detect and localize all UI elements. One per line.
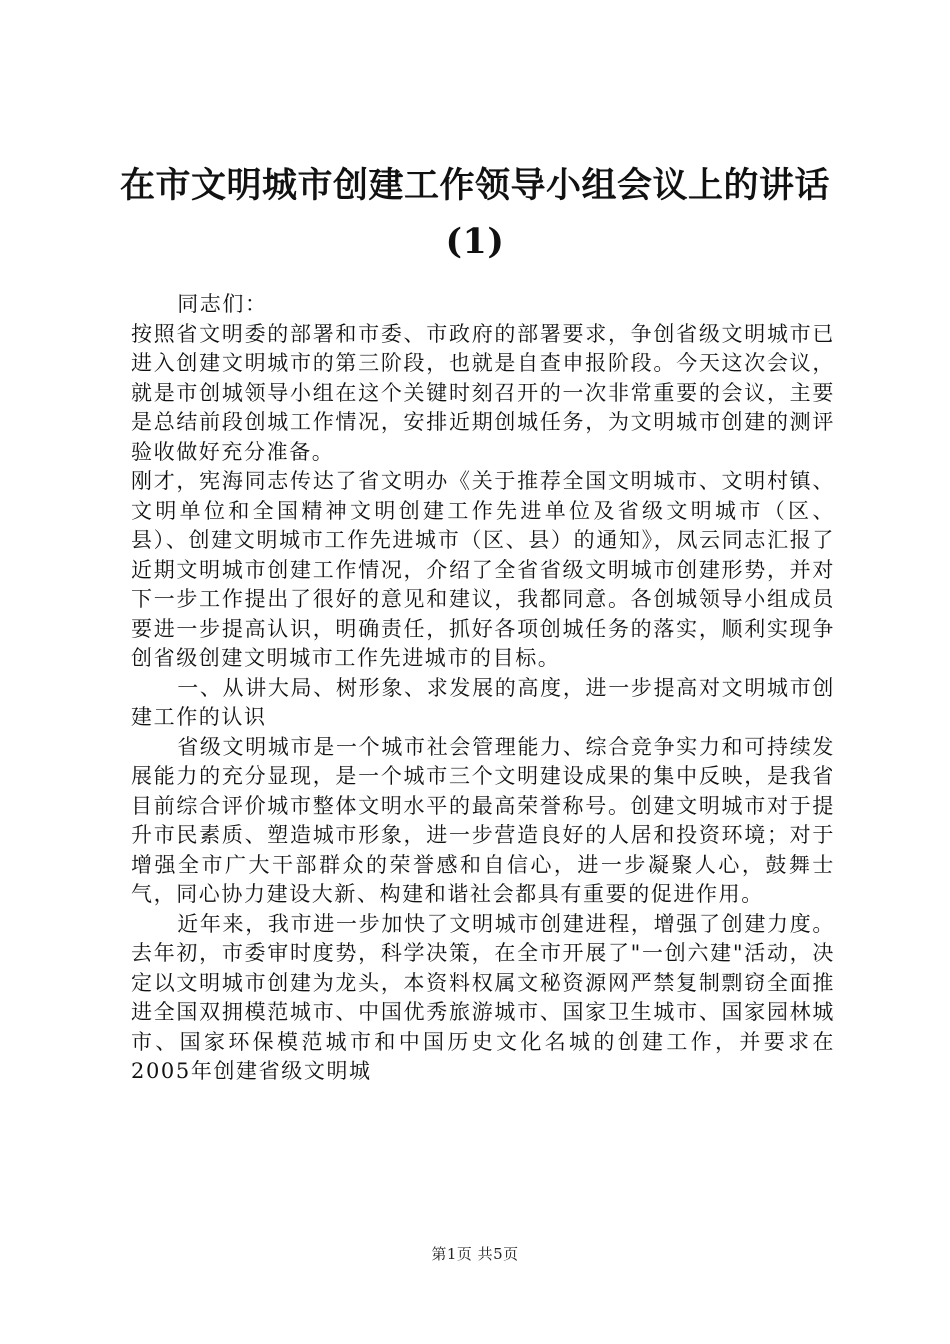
salutation: 同志们： xyxy=(177,292,268,316)
page-footer: 第1页 共5页 xyxy=(431,1245,519,1263)
paragraph-1: 按照省文明委的部署和市委、市政府的部署要求，争创省级文明城市已进入创建文明城市的第三阶段，也就是自查申报阶段。今天这次会议，就是市创城领导小组在这个关键时刻召开的一次非常重要的会议，主要是总结前段创城工作情况，安排近期创城任务，为文明城市创建的测评验收做好充分准备。 xyxy=(131,321,835,464)
paragraph-2: 刚才，宪海同志传达了省文明办《关于推荐全国文明城市、文明村镇、文明单位和全国精神文明创建工作先进单位及省级文明城市（区、县）、创建文明城市工作先进城市（区、县）的通知》，凤云同志汇报了近期文明城市创建工作情况，介绍了全省省级文明城市创建形势，并对下一步工作提出了很好的意见和建议，我都同意。各创城领导小组成员要进一步提高认识，明确责任，抓好各项创城任务的落实，顺利实现争创省级创建文明城市工作先进城市的目标。 xyxy=(131,469,835,670)
section-heading-1: 一、从讲大局、树形象、求发展的高度，进一步提高对文明城市创建工作的认识 xyxy=(131,675,835,729)
document-title xyxy=(100,158,850,270)
title-line-1: 在市文明城市创建工作领导小组会议上的讲话 xyxy=(119,165,830,206)
document-body xyxy=(131,290,835,1087)
paragraph-4: 近年来，我市进一步加快了文明城市创建进程，增强了创建力度。去年初，市委审时度势，科学决策，在全市开展了"一创六建"活动，决定以文明城市创建为龙头，本资料权属文秘资源网严禁复制剽窃全面推进全国双拥模范城市、中国优秀旅游城市、国家卫生城市、国家园林城市、国家环保模范城市和中国历史文化名城的创建工作，并要求在2005年创建省级文明城 xyxy=(131,911,835,1083)
title-line-2: (1) xyxy=(445,221,505,262)
paragraph-3: 省级文明城市是一个城市社会管理能力、综合竞争实力和可持续发展能力的充分显现，是一个城市三个文明建设成果的集中反映，是我省目前综合评价城市整体文明水平的最高荣誉称号。创建文明城市对于提升市民素质、塑造城市形象，进一步营造良好的人居和投资环境；对于增强全市广大干部群众的荣誉感和自信心，进一步凝聚人心，鼓舞士气，同心协力建设大新、构建和谐社会都具有重要的促进作用。 xyxy=(131,734,835,906)
